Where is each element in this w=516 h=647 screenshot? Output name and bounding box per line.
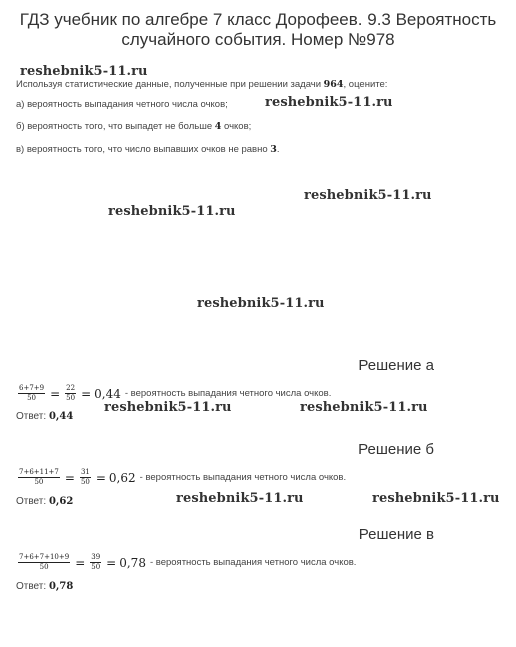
task-item-a: а) вероятность выпадания четного числа очков; xyxy=(16,99,228,110)
fraction: $\frac{31}{50}$ xyxy=(80,468,90,486)
watermark: reshebnik5-11.ru xyxy=(197,296,325,311)
fraction: $\frac{22}{50}$ xyxy=(66,384,76,402)
fraction: $\frac{7+6+7+10+9}{50}$ xyxy=(19,553,70,571)
formula-text: - вероятность выпадания четного числа очков. xyxy=(139,472,347,483)
result-value: 0,44 xyxy=(94,386,121,401)
solution-heading: Решение б xyxy=(358,441,434,458)
result-value: 0,62 xyxy=(108,470,136,485)
watermark: reshebnik5-11.ru xyxy=(372,491,500,506)
answer: Ответ: 0,44 xyxy=(16,411,74,422)
solution-heading: Решение в xyxy=(358,526,434,543)
task-item-c: в) вероятность того, что число выпавших очков не равно 3. xyxy=(16,144,280,155)
page-title: ГДЗ учебник по алгебре 7 класс Дорофеев. 9.3 Вероятность случайного события. Номер №978 xyxy=(19,10,497,49)
solution-formula: $\frac{7+6+11+7}{50}$ = $\frac{31}{50}$ = 0,62 - вероятность выпадания четного числа очков. xyxy=(19,468,347,486)
task-intro: Используя статистические данные, полученные при решении задачи 964, оцените: xyxy=(16,79,388,90)
solution-heading: Решение а xyxy=(358,357,434,374)
solution-formula: $\frac{7+6+7+10+9}{50}$ = $\frac{39}{50}$ = 0,78 - вероятность выпадания четного числа очков. xyxy=(19,553,357,571)
answer: Ответ: 0,78 xyxy=(16,581,74,592)
formula-text: - вероятность выпадания четного числа очков. xyxy=(149,557,357,568)
fraction: $\frac{7+6+11+7}{50}$ xyxy=(19,468,59,486)
answer: Ответ: 0,62 xyxy=(16,496,74,507)
result-value: 0,78 xyxy=(119,555,146,570)
watermark: reshebnik5-11.ru xyxy=(304,188,432,203)
formula-text: - вероятность выпадания четного числа очков. xyxy=(124,388,332,399)
fraction: $\frac{39}{50}$ xyxy=(91,553,101,571)
watermark: reshebnik5-11.ru xyxy=(20,64,148,79)
fraction: $\frac{6+7+9}{50}$ xyxy=(19,384,45,402)
watermark: reshebnik5-11.ru xyxy=(108,204,236,219)
solution-formula: $\frac{6+7+9}{50}$ = $\frac{22}{50}$ = 0,44 - вероятность выпадания четного числа очков. xyxy=(19,384,332,402)
watermark: reshebnik5-11.ru xyxy=(300,400,428,415)
watermark: reshebnik5-11.ru xyxy=(265,95,393,110)
watermark: reshebnik5-11.ru xyxy=(104,400,232,415)
watermark: reshebnik5-11.ru xyxy=(176,491,304,506)
task-item-b: б) вероятность того, что выпадет не больше 4 очков; xyxy=(16,121,252,132)
